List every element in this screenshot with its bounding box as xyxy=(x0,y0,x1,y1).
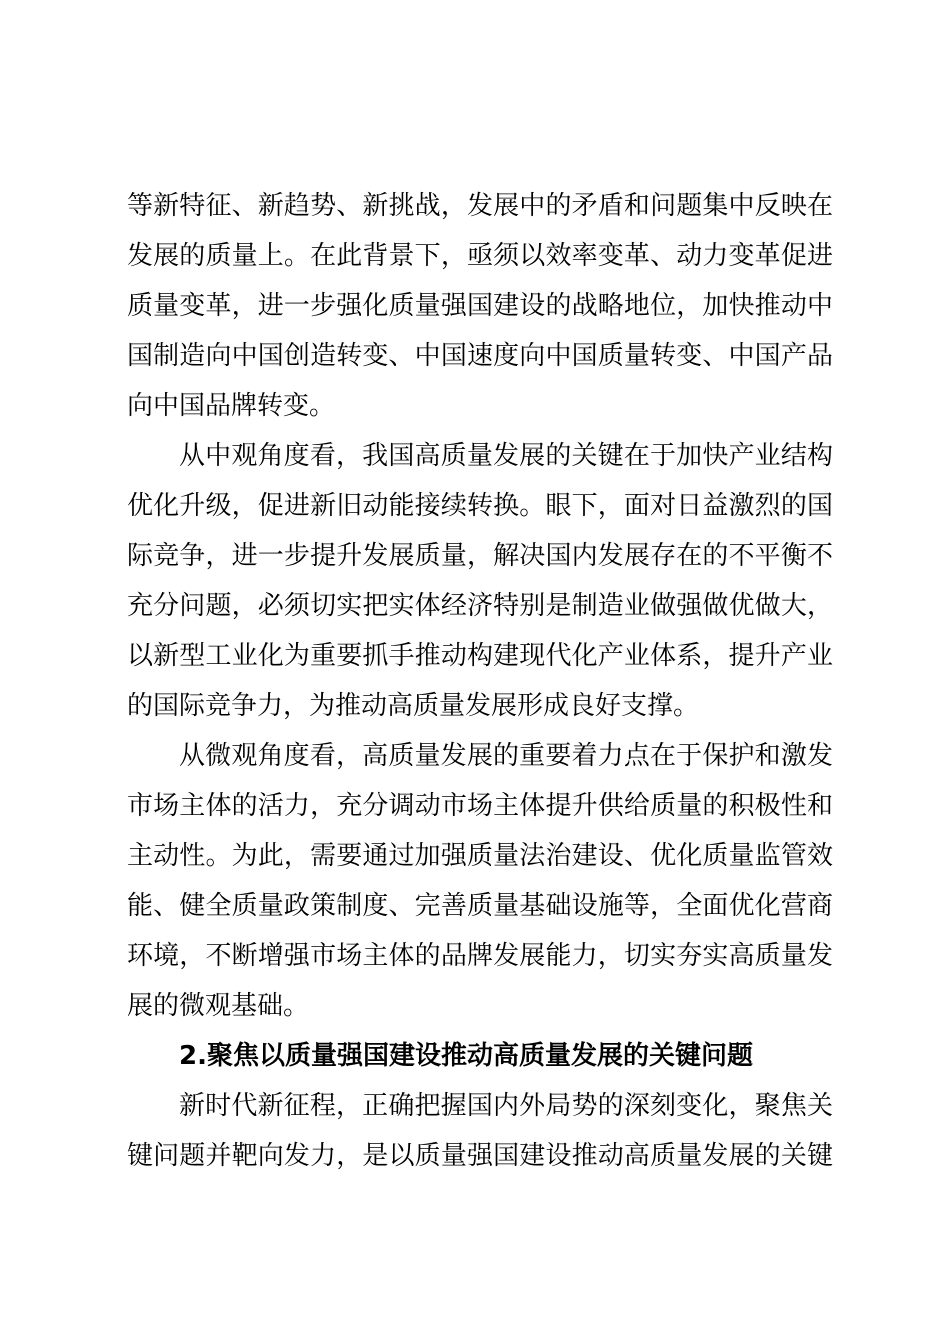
text-line: 从微观角度看，高质量发展的重要着力点在于保护和激发 xyxy=(179,741,833,771)
text-line: 能、健全质量政策制度、完善质量基础设施等，全面优化营商 xyxy=(127,891,833,921)
paragraph-micro-perspective xyxy=(127,731,833,1031)
paragraph-meso-perspective xyxy=(127,431,833,731)
text-line: 以新型工业化为重要抓手推动构建现代化产业体系，提升产业 xyxy=(127,641,833,671)
text-line: 新时代新征程，正确把握国内外局势的深刻变化，聚焦关 xyxy=(179,1091,833,1121)
section-heading xyxy=(127,1031,833,1081)
text-line: 优化升级，促进新旧动能接续转换。眼下，面对日益激烈的国 xyxy=(127,491,833,521)
text-line: 向中国品牌转变。 xyxy=(127,391,336,421)
text-line: 键问题并靶向发力，是以质量强国建设推动高质量发展的关键 xyxy=(127,1141,833,1171)
text-line: 市场主体的活力，充分调动市场主体提升供给质量的积极性和 xyxy=(127,791,833,821)
text-line: 主动性。为此，需要通过加强质量法治建设、优化质量监管效 xyxy=(127,841,833,871)
text-line: 的国际竞争力，为推动高质量发展形成良好支撑。 xyxy=(127,691,700,721)
section-heading-text: 2.聚焦以质量强国建设推动高质量发展的关键问题 xyxy=(179,1041,753,1071)
document-body xyxy=(127,181,833,1181)
text-line: 充分问题，必须切实把实体经济特别是制造业做强做优做大， xyxy=(127,591,833,621)
text-line: 际竞争，进一步提升发展质量，解决国内发展存在的不平衡不 xyxy=(127,541,833,571)
text-line: 从中观角度看，我国高质量发展的关键在于加快产业结构 xyxy=(179,441,833,471)
paragraph-challenges xyxy=(127,181,833,431)
text-line: 展的微观基础。 xyxy=(127,991,310,1021)
text-line: 国制造向中国创造转变、中国速度向中国质量转变、中国产品 xyxy=(127,341,833,371)
paragraph-key-issues xyxy=(127,1081,833,1181)
text-line: 发展的质量上。在此背景下，亟须以效率变革、动力变革促进 xyxy=(127,241,833,271)
text-line: 环境，不断增强市场主体的品牌发展能力，切实夯实高质量发 xyxy=(127,941,833,971)
text-line: 等新特征、新趋势、新挑战，发展中的矛盾和问题集中反映在 xyxy=(127,191,833,221)
text-line: 质量变革，进一步强化质量强国建设的战略地位，加快推动中 xyxy=(127,291,833,321)
